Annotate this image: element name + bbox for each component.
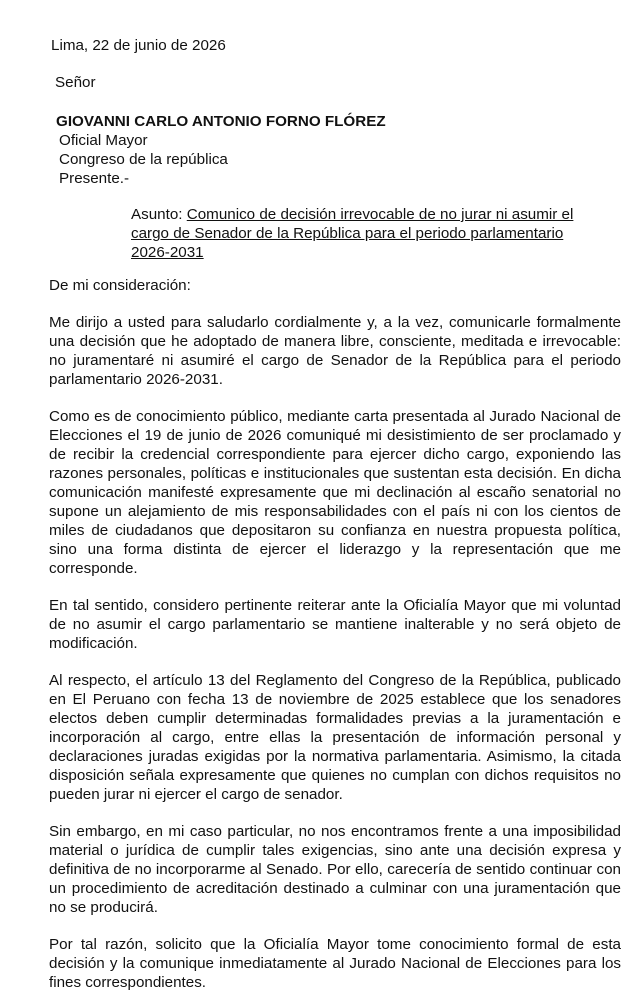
addressee-institution: Congreso de la república: [59, 151, 228, 168]
addressee-name: GIOVANNI CARLO ANTONIO FORNO FLÓREZ: [56, 113, 386, 130]
paragraph-6: Por tal razón, solicito que la Oficialía Mayor tome conocimiento formal de esta decisión y la comunique inmediatamente al Jurado Nacional de Elecciones para los fines correspondientes.: [49, 936, 621, 991]
paragraph-5: Sin embargo, en mi caso particular, no nos encontramos frente a una imposibilidad material o jurídica de cumplir tales exigencias, sino ante una decisión expresa y definitiva de no incorporarme al Senado. Por ello, carecería de sentido continuar con un procedimiento de acreditación destinado a culminar con una juramentación que no se producirá.: [49, 823, 621, 916]
greeting: De mi consideración:: [49, 277, 191, 294]
letter-date: Lima, 22 de junio de 2026: [51, 37, 226, 54]
addressee-block: [56, 112, 621, 188]
paragraph-2: Como es de conocimiento público, mediante carta presentada al Jurado Nacional de Elecciones el 19 de junio de 2026 comuniqué mi desistimiento de ser proclamado y de recibir la credencial correspondiente para ejercer dicho cargo, exponiendo las razones personales, políticas e institucionales que sustentan esta decisión. En dicha comunicación manifesté expresamente que mi declinación al escaño senatorial no supone un alejamiento de mis responsabilidades con el país ni con los cientos de miles de ciudadanos que depositaron su confianza en nuestra propuesta política, sino una forma distinta de ejercer el liderazgo y la representación que me corresponde.: [49, 408, 621, 577]
letter-body: [49, 36, 621, 992]
addressee-presente: Presente.-: [59, 170, 130, 187]
addressee-title: Oficial Mayor: [59, 132, 148, 149]
paragraph-4: Al respecto, el artículo 13 del Reglamento del Congreso de la República, publicado en El Peruano con fecha 13 de noviembre de 2025 establece que los senadores electos deben cumplir determinadas formalidades previas a la juramentación e incorporación al cargo, entre ellas la presentación de información personal y declaraciones juradas exigidas por la normativa parlamentaria. Asimismo, la citada disposición señala expresamente que quienes no cumplan con dichos requisitos no pueden jurar ni ejercer el cargo de senador.: [49, 672, 621, 803]
paragraph-3: En tal sentido, considero pertinente reiterar ante la Oficialía Mayor que mi voluntad de no asumir el cargo parlamentario se mantiene inalterable y no será objeto de modificación.: [49, 597, 621, 652]
subject-label: Asunto:: [131, 206, 183, 223]
subject-text: Comunico de decisión irrevocable de no jurar ni asumir el cargo de Senador de la República para el periodo parlamentario 2026-2031: [131, 206, 574, 261]
salutation: Señor: [55, 74, 96, 91]
paragraph-1: Me dirijo a usted para saludarlo cordialmente y, a la vez, comunicarle formalmente una decisión que he adoptado de manera libre, consciente, meditada e irrevocable: no juramentaré ni asumiré el cargo de Senador de la República para el periodo parlamentario 2026-2031.: [49, 314, 621, 388]
subject-line: [131, 205, 591, 262]
